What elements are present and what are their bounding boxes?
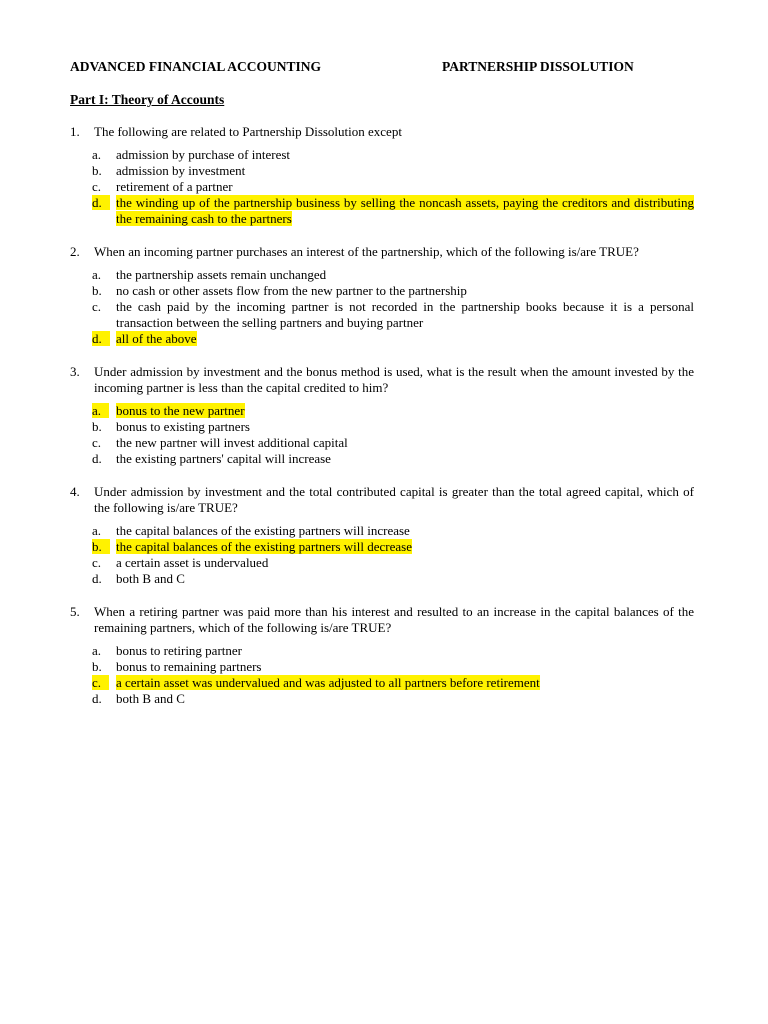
option-text (116, 403, 694, 419)
question-row (70, 364, 694, 396)
answer-option (92, 283, 694, 299)
option-text (116, 555, 694, 571)
question-item (70, 604, 694, 707)
answer-options (70, 147, 694, 227)
option-letter-text: b. (92, 539, 110, 554)
option-text-content: all of the above (116, 331, 197, 346)
option-letter-text: d. (92, 195, 110, 210)
option-letter-text: a. (92, 267, 102, 282)
option-letter (92, 163, 116, 179)
question-item (70, 364, 694, 467)
option-text (116, 299, 694, 331)
option-text (116, 539, 694, 555)
option-text (116, 675, 694, 691)
option-letter-text: a. (92, 523, 102, 538)
question-text: Under admission by investment and the total contributed capital is greater than the total agreed capital, which of the following is/are TRUE? (94, 484, 694, 515)
option-letter (92, 147, 116, 163)
option-letter (92, 643, 116, 659)
option-letter-text: a. (92, 643, 102, 658)
answer-option (92, 523, 694, 539)
option-text-content: the cash paid by the incoming partner is not recorded in the partnership books because it is a personal transaction between the selling partners and buying partner (116, 299, 694, 330)
option-text-content: a certain asset is undervalued (116, 555, 269, 570)
option-text-content: admission by investment (116, 163, 246, 178)
option-text-content: the capital balances of the existing partners will increase (116, 523, 410, 538)
answer-options (70, 643, 694, 707)
option-letter-text: c. (92, 299, 102, 314)
answer-option (92, 555, 694, 571)
answer-option (92, 267, 694, 283)
option-text (116, 147, 694, 163)
option-letter (92, 523, 116, 539)
option-text-content: no cash or other assets flow from the new partner to the partnership (116, 283, 467, 298)
option-letter (92, 435, 116, 451)
option-letter (92, 179, 116, 195)
course-title: ADVANCED FINANCIAL ACCOUNTING (70, 59, 322, 74)
option-text (116, 571, 694, 587)
answer-option (92, 299, 694, 331)
answer-options (70, 403, 694, 467)
option-text-content: the new partner will invest additional capital (116, 435, 348, 450)
question-text: When an incoming partner purchases an interest of the partnership, which of the following is/are TRUE? (94, 244, 639, 259)
question-text: When a retiring partner was paid more than his interest and resulted to an increase in the capital balances of the remaining partners, which of the following is/are TRUE? (94, 604, 694, 635)
question-row (70, 604, 694, 636)
question-row (70, 484, 694, 516)
option-text (116, 419, 694, 435)
part-title: Part I: Theory of Accounts (70, 92, 225, 107)
answer-options (70, 267, 694, 347)
question-list (70, 124, 694, 707)
option-text-content: bonus to remaining partners (116, 659, 262, 674)
option-letter-text: c. (92, 675, 109, 690)
option-text-content: the existing partners' capital will increase (116, 451, 331, 466)
question-row (70, 244, 694, 260)
option-letter-text: d. (92, 331, 110, 346)
question-row (70, 124, 694, 140)
option-letter (92, 267, 116, 283)
answer-option (92, 435, 694, 451)
answer-option (92, 179, 694, 195)
question-number: 1. (70, 124, 80, 139)
question-text: The following are related to Partnership Dissolution except (94, 124, 402, 139)
answer-option-highlighted (92, 539, 694, 555)
option-letter (92, 571, 116, 587)
option-letter-text: b. (92, 659, 102, 674)
document-header (70, 58, 694, 76)
option-text-content: bonus to existing partners (116, 419, 250, 434)
question-number: 4. (70, 484, 80, 499)
option-letter-text: c. (92, 179, 102, 194)
answer-option (92, 691, 694, 707)
answer-option-highlighted (92, 195, 694, 227)
answer-options (70, 523, 694, 587)
option-letter (92, 675, 116, 691)
option-letter (92, 419, 116, 435)
option-letter (92, 195, 116, 227)
option-letter (92, 539, 116, 555)
option-letter (92, 331, 116, 347)
answer-option (92, 659, 694, 675)
topic-title: PARTNERSHIP DISSOLUTION (442, 59, 634, 74)
option-letter-text: b. (92, 419, 102, 434)
option-text-content: a certain asset was undervalued and was adjusted to all partners before retirement (116, 675, 540, 690)
option-letter-text: b. (92, 283, 102, 298)
option-letter-text: b. (92, 163, 102, 178)
option-text-content: both B and C (116, 571, 185, 586)
option-text-content: the winding up of the partnership business by selling the noncash assets, paying the creditors and distributing the remaining cash to the partners (116, 195, 694, 226)
answer-option (92, 163, 694, 179)
option-letter (92, 283, 116, 299)
answer-option-highlighted (92, 675, 694, 691)
option-text-content: retirement of a partner (116, 179, 233, 194)
option-text (116, 435, 694, 451)
option-letter-text: a. (92, 147, 102, 162)
question-item (70, 124, 694, 227)
document-page (70, 58, 694, 707)
answer-option-highlighted (92, 403, 694, 419)
option-text-content: bonus to retiring partner (116, 643, 242, 658)
question-item (70, 484, 694, 587)
option-letter-text: d. (92, 691, 102, 706)
option-letter (92, 691, 116, 707)
answer-option (92, 451, 694, 467)
option-text (116, 523, 694, 539)
option-letter-text: c. (92, 435, 102, 450)
option-text (116, 691, 694, 707)
question-number: 3. (70, 364, 80, 379)
option-letter (92, 555, 116, 571)
option-text-content: the capital balances of the existing partners will decrease (116, 539, 412, 554)
option-text (116, 643, 694, 659)
option-letter-text: d. (92, 571, 102, 586)
option-letter (92, 403, 116, 419)
answer-option (92, 147, 694, 163)
option-text (116, 283, 694, 299)
answer-option-highlighted (92, 331, 694, 347)
question-number: 5. (70, 604, 80, 619)
option-text-content: both B and C (116, 691, 185, 706)
option-letter (92, 659, 116, 675)
option-letter-text: c. (92, 555, 102, 570)
answer-option (92, 419, 694, 435)
option-text-content: admission by purchase of interest (116, 147, 291, 162)
option-letter (92, 451, 116, 467)
option-text (116, 195, 694, 227)
option-text (116, 163, 694, 179)
option-text (116, 267, 694, 283)
question-text: Under admission by investment and the bonus method is used, what is the result when the amount invested by the incoming partner is less than the capital credited to him? (94, 364, 694, 395)
option-text (116, 659, 694, 675)
option-text (116, 331, 694, 347)
question-number: 2. (70, 244, 80, 259)
option-text-content: bonus to the new partner (116, 403, 245, 418)
question-item (70, 244, 694, 347)
answer-option (92, 571, 694, 587)
option-text-content: the partnership assets remain unchanged (116, 267, 327, 282)
option-letter (92, 299, 116, 331)
option-text (116, 179, 694, 195)
option-letter-text: a. (92, 403, 109, 418)
option-letter-text: d. (92, 451, 102, 466)
answer-option (92, 643, 694, 659)
option-text (116, 451, 694, 467)
